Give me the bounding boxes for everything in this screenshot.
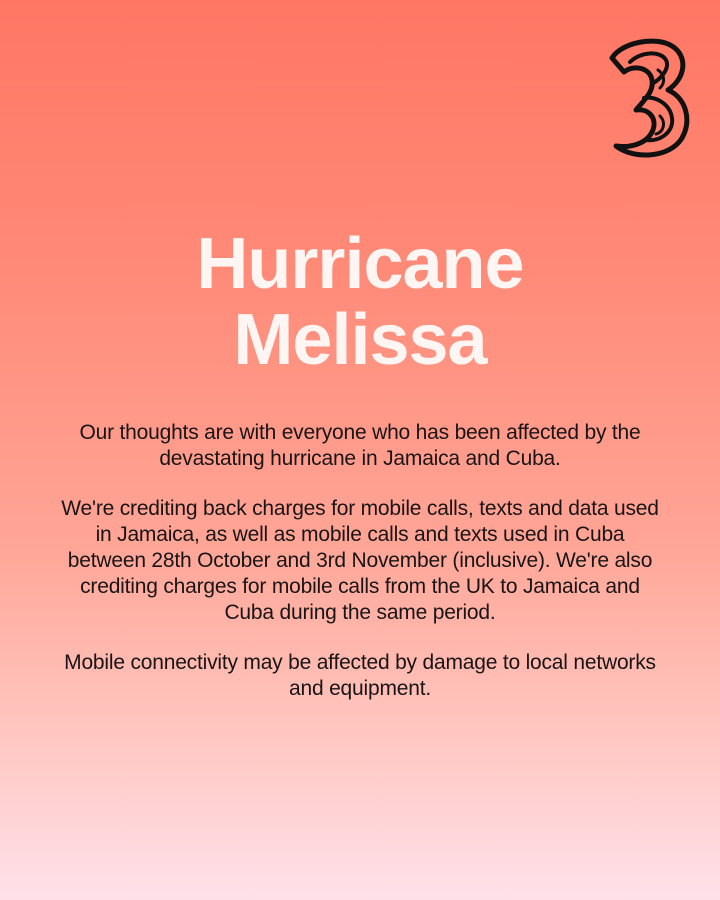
announcement-body — [60, 420, 660, 726]
page-title — [0, 226, 720, 378]
title-line-2: Melissa — [233, 300, 487, 380]
paragraph-thoughts: Our thoughts are with everyone who has been affected by the devastating hurricane in Jamaica and Cuba. — [79, 421, 641, 470]
three-logo-icon — [594, 34, 692, 160]
title-line-1: Hurricane — [196, 224, 524, 304]
paragraph-credits: We're crediting back charges for mobile calls, texts and data used in Jamaica, as well as mobile calls and texts used in Cuba between 28th October and 3rd November (inclusive). We're also crediting charges for mobile calls from the UK to Jamaica and Cuba during the same period. — [61, 497, 659, 624]
paragraph-connectivity: Mobile connectivity may be affected by damage to local networks and equipment. — [64, 651, 656, 700]
